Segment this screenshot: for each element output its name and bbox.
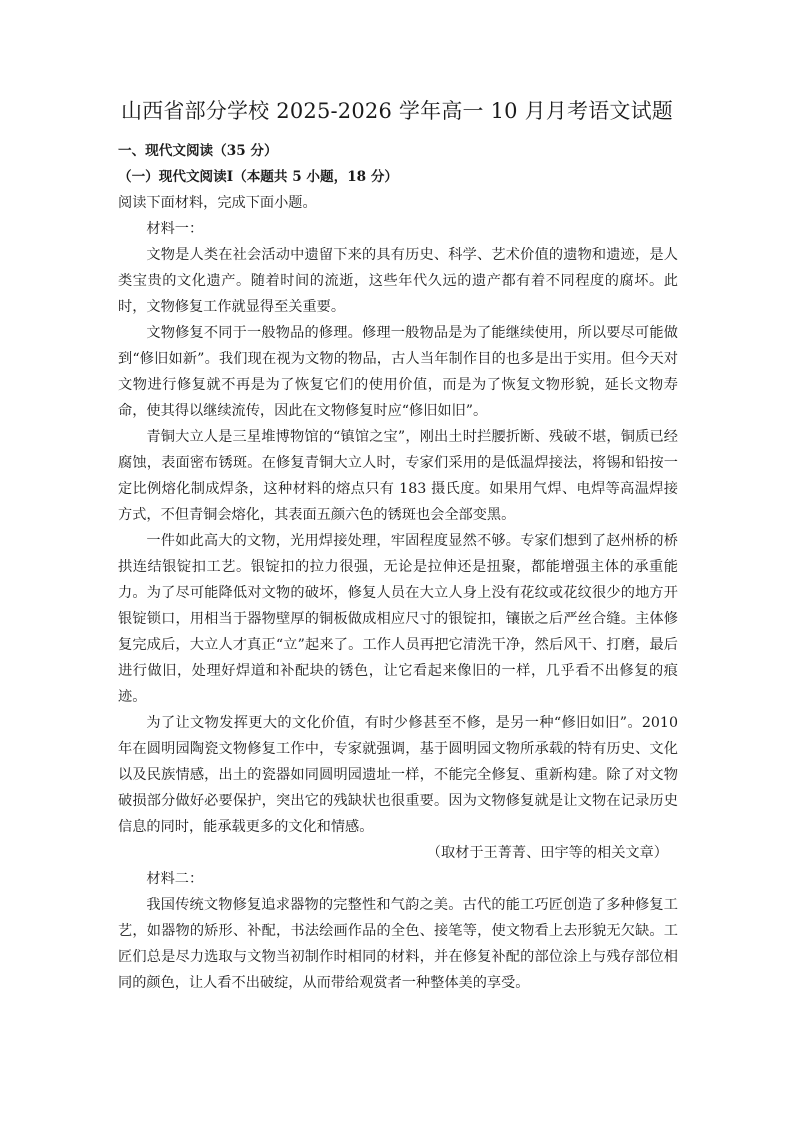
material-two-label: 材料二： xyxy=(146,871,204,887)
material-one-source: （取材于王菁菁、田宇等的相关文章） xyxy=(426,845,668,861)
material-one-paragraph: 为了让文物发挥更大的文化价值，有时少修甚至不修，是另一种“修旧如旧”。2010 年在圆明园陶瓷文物修复工作中，专家就强调，基于圆明园文物所承载的特有历史、文化以及民族情感，出土的瓷器如同圆明园遗址一样，不能完全修复、重新构建。除了对文物破损部分做好必要保护，突出它的残缺状也很重要。因为文物修复就是让文物在记录历史信息的同时，能承载更多的文化和情感。 xyxy=(118,715,678,835)
material-one-label: 材料一： xyxy=(146,221,204,237)
section-heading: 一、现代文阅读（35 分） xyxy=(118,143,278,159)
material-one-paragraph: 一件如此高大的文物，光用焊接处理，牢固程度显然不够。专家们想到了赵州桥的桥拱连结银锭扣工艺。银锭扣的拉力很强，无论是拉伸还是扭聚，都能增强主体的承重能力。为了尽可能降低对文物的破坏，修复人员在大立人身上没有花纹或花纹很少的地方开银锭锁口，用相当于器物壁厚的铜板做成相应尺寸的银锭扣，镶嵌之后严丝合缝。主体修复完成后，大立人才真正“立”起来了。工作人员再把它清洗干净，然后风干、打磨，最后进行做旧，处理好焊道和补配块的锈色，让它看起来像旧的一样，几乎看不出修复的痕迹。 xyxy=(118,533,678,705)
material-two-paragraph: 我国传统文物修复追求器物的完整性和气韵之美。古代的能工巧匠创造了多种修复工艺，如器物的矫形、补配，书法绘画作品的全色、接笔等，使文物看上去形貌无欠缺。工匠们总是尽力选取与文物当初制作时相同的材料，并在修复补配的部位涂上与残存部位相同的颜色，让人看不出破绽，从而带给观赏者一种整体美的享受。 xyxy=(118,897,678,991)
page-title: 山西省部分学校 2025-2026 学年高一 10 月月考语文试题 xyxy=(120,99,673,123)
subsection-heading: （一）现代文阅读Ⅰ（本题共 5 小题，18 分） xyxy=(118,169,399,185)
material-one-paragraph: 文物是人类在社会活动中遗留下来的具有历史、科学、艺术价值的遗物和遗迹，是人类宝贵的文化遗产。随着时间的流逝，这些年代久远的遗产都有着不同程度的腐坏。此时，文物修复工作就显得至关重要。 xyxy=(118,247,678,315)
material-one-paragraph: 文物修复不同于一般物品的修理。修理一般物品是为了能继续使用，所以要尽可能做到“修旧如新”。我们现在视为文物的物品，古人当年制作目的也多是出于实用。但今天对文物进行修复就不再是为了恢复它们的使用价值，而是为了恢复文物形貌，延长文物寿命，使其得以继续流传，因此在文物修复时应“修旧如旧”。 xyxy=(118,325,678,419)
document-body xyxy=(118,138,678,996)
instruction-text: 阅读下面材料，完成下面小题。 xyxy=(118,195,317,211)
material-one-paragraph: 青铜大立人是三星堆博物馆的“镇馆之宝”，刚出土时拦腰折断、残破不堪，铜质已经腐蚀，表面密布锈斑。在修复青铜大立人时，专家们采用的是低温焊接法，将锡和铅按一定比例熔化制成焊条，这种材料的熔点只有 183 摄氏度。如果用气焊、电焊等高温焊接方式，不但青铜会熔化，其表面五颜六色的锈斑也会全部变黑。 xyxy=(118,429,678,523)
